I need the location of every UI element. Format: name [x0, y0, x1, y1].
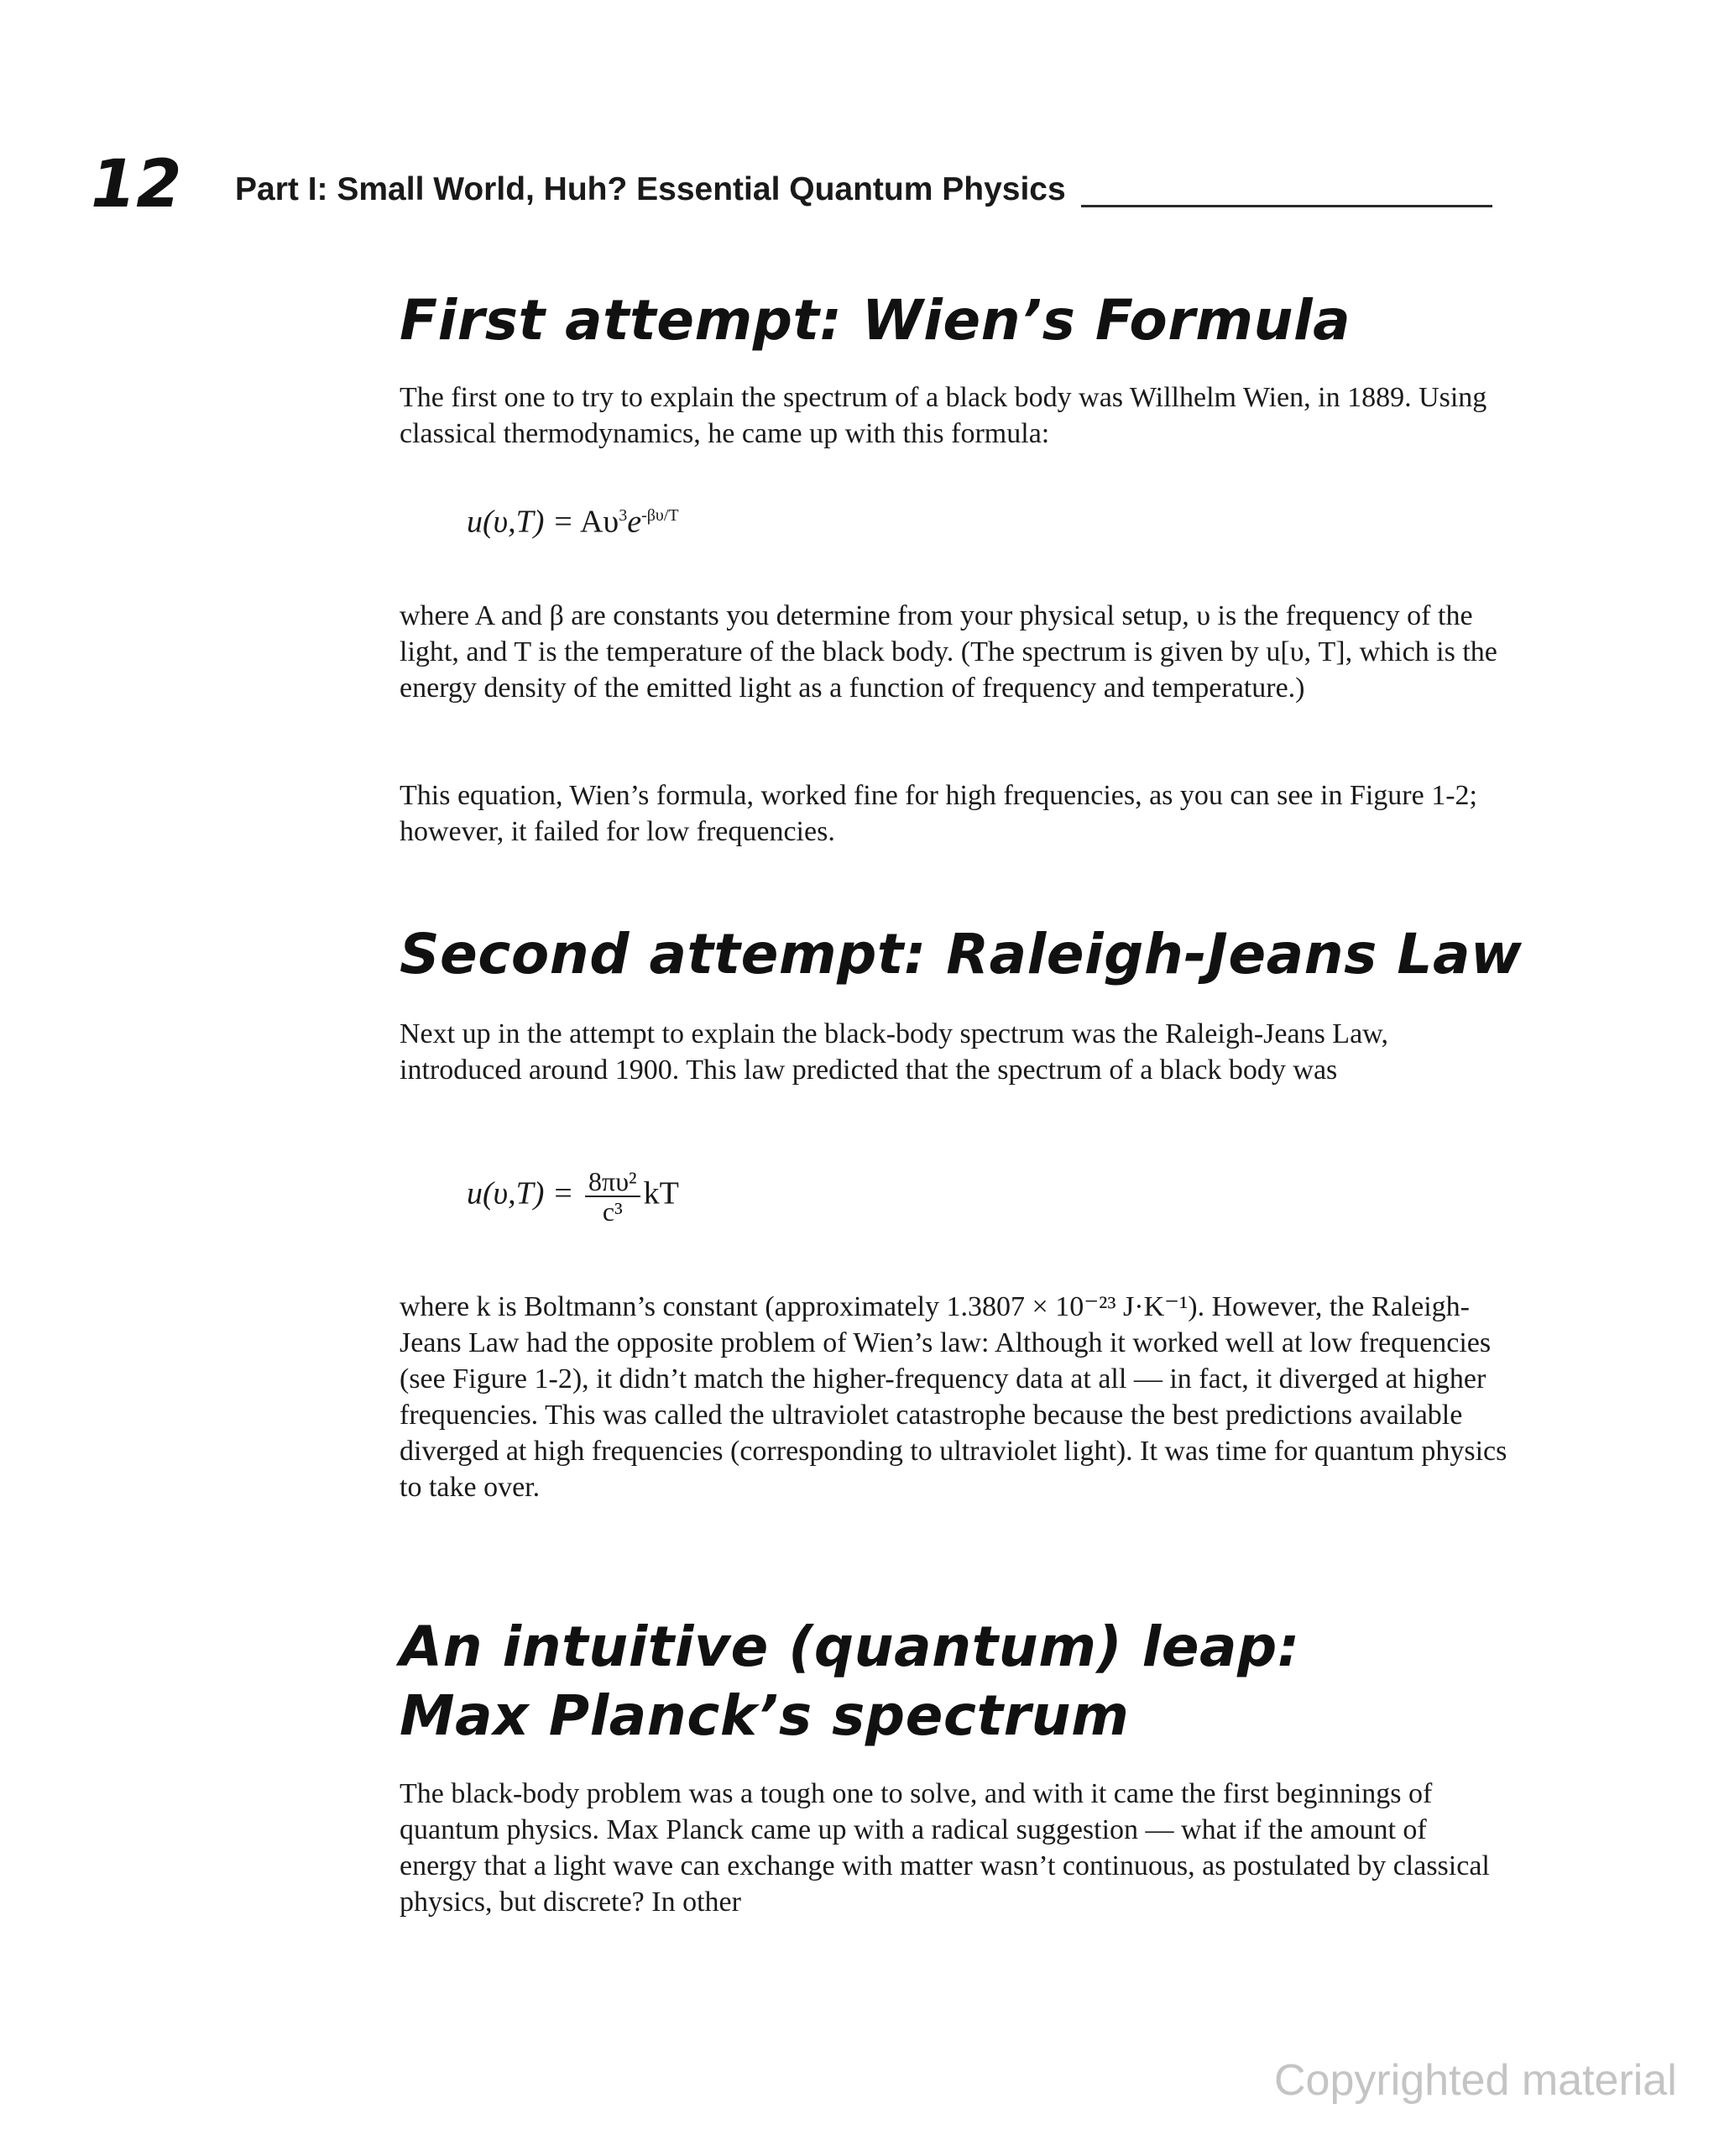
wien-eq-lhs: u(υ,T) = — [467, 504, 574, 540]
section-heading-planck-line1: An intuitive (quantum) leap: — [400, 1614, 1300, 1679]
running-title: Part I: Small World, Huh? Essential Quantum Physics — [235, 171, 1066, 207]
section-heading-raleigh-jeans: Second attempt: Raleigh-Jeans Law — [400, 922, 1523, 986]
rj-eq-denominator: c³ — [602, 1196, 623, 1227]
paragraph-planck-intro: The black-body problem was a tough one to solve, and with it came the first beginnings of quantum physics. Max Planck came up with a radical suggestion — what if the amount of energy that a light wave can exchange with matter wasn’t continuous, as postulated by classical physics, but discrete? In other — [400, 1778, 1490, 1918]
paragraph-raleigh-intro: Next up in the attempt to explain the black-body spectrum was the Raleigh-Jeans Law, introduced around 1900. This law predicted that the spectrum of a black body was — [400, 1018, 1389, 1086]
wien-equation — [467, 497, 679, 541]
section-heading-wien: First attempt: Wien’s Formula — [400, 288, 1351, 353]
paragraph-wien-result: This equation, Wien’s formula, worked fine for high frequencies, as you can see in Figure 1-2; however, it failed for low frequencies. — [400, 780, 1477, 847]
paragraph-wien-intro: The first one to try to explain the spectrum of a black body was Willhelm Wien, in 1889. Using classical thermodynamics, he came up with this formula: — [400, 382, 1487, 449]
wien-eq-exponent: -βυ/T — [641, 506, 679, 525]
rj-eq-fraction — [585, 1167, 640, 1226]
paragraph-wien-explanation: where A and β are constants you determine from your physical setup, υ is the frequency of the light, and T is the temperature of the black body. (The spectrum is given by u[υ, T], which is the energy density of the emitted light as a function of frequency and temperature.) — [400, 600, 1497, 704]
wien-eq-e: e — [627, 504, 642, 540]
section-heading-planck-line2: Max Planck’s spectrum — [400, 1683, 1130, 1748]
running-header — [91, 147, 1492, 222]
wien-eq-rhs: Aυ — [579, 504, 619, 540]
rj-eq-numerator: 8πυ² — [585, 1167, 640, 1197]
raleigh-jeans-equation — [467, 1167, 679, 1226]
page-number: 12 — [91, 147, 182, 222]
rj-eq-lhs: u(υ,T) = — [467, 1175, 574, 1211]
wien-eq-power: 3 — [619, 506, 628, 525]
copyright-watermark: Copyrighted material — [1274, 2056, 1677, 2105]
header-rule — [1081, 205, 1492, 207]
rj-eq-tail: kT — [643, 1175, 679, 1211]
paragraph-raleigh-explanation: where k is Boltmann’s constant (approximately 1.3807 × 10⁻²³ J·K⁻¹). However, the Raleigh-Jeans Law had the opposite problem of Wien’s law: Although it worked well at low frequencies (see Figure 1-2), it didn’t match the higher-frequency data at all — in fact, it diverged at higher frequencies. This was called the ultraviolet catastrophe because the best predictions available diverged at high frequencies (corresponding to ultraviolet light). It was time for quantum physics to take over. — [400, 1291, 1507, 1503]
